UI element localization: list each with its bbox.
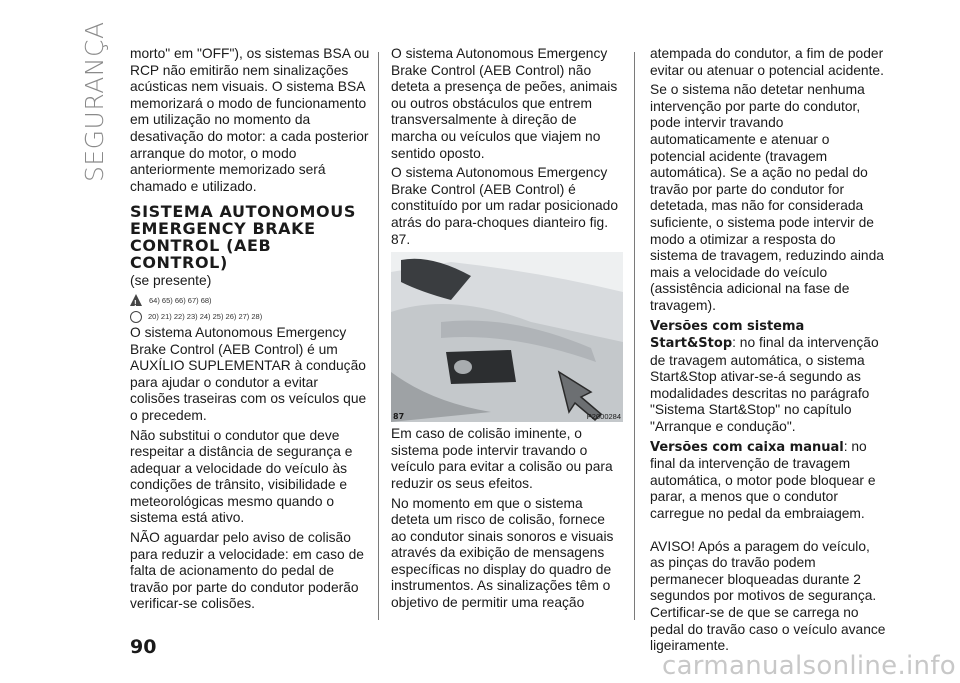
- subheading: (se presente): [130, 273, 212, 289]
- paragraph: atempada do condutor, a fim de poder evitar ou atenuar o potencial acidente.: [650, 46, 884, 78]
- paragraph: O sistema Autonomous Emergency Brake Control (AEB Control) é constituído por um radar posicionado atrás do para-choques dianteiro fig. 87.: [391, 165, 619, 247]
- figure-code: P2000284: [586, 411, 621, 421]
- column-middle: [391, 46, 623, 615]
- paragraph: [650, 439, 886, 523]
- warning-references: [130, 293, 370, 309]
- car-front-illustration: [391, 252, 623, 422]
- caution-icon: [130, 311, 142, 323]
- paragraph: Em caso de colisão iminente, o sistema pode intervir travando o veículo para evitar a colisão ou para reduzir os seus efeitos.: [391, 426, 613, 491]
- figure-number: 87: [393, 411, 405, 421]
- figure-caption: [391, 409, 623, 422]
- column-left: [130, 46, 370, 616]
- bold-label: Versões com caixa manual: [650, 439, 844, 455]
- column-divider: [634, 52, 635, 620]
- paragraph-text: : no final da intervenção de travagem automática, o motor pode bloquear e parar, a menos que o condutor carregue no pedal da embraiagem.: [650, 438, 876, 522]
- column-right: [650, 46, 886, 658]
- section-title: SEGURANÇA: [80, 21, 109, 183]
- column-divider: [378, 52, 379, 620]
- caution-refs: 20) 21) 22) 23) 24) 25) 26) 27) 28): [148, 311, 263, 321]
- paragraph-warning: AVISO! Após a paragem do veículo, as pinças do travão podem permanecer bloqueadas durante 2 segundos por motivos de segurança. Certificar-se de que se carrega no pedal do travão caso o veículo avance ligeiramente.: [650, 538, 886, 654]
- paragraph: No momento em que o sistema deteta um risco de colisão, fornece ao condutor sinais sonoros e visuais através da exibição de mensagens específicas no display do quadro de instrumentos. As sinalizações têm o objetivo de permitir uma reação: [391, 495, 614, 611]
- paragraph: NÃO aguardar pelo aviso de colisão para reduzir a velocidade: em caso de falta de acionamento do pedal de travão por parte do condutor poderão verificar-se colisões.: [130, 530, 364, 612]
- watermark: carmanualsonline.info: [661, 651, 956, 681]
- paragraph: O sistema Autonomous Emergency Brake Control (AEB Control) não deteta a presença de peões, animais ou outros obstáculos que entrem transversalmente à direção de marcha ou veículos que viajem no sentido oposto.: [391, 46, 618, 161]
- bold-label: Versões com sistema Start&Stop: [650, 318, 805, 352]
- paragraph: Não substitui o condutor que deve respeitar a distância de segurança e adequar a velocidade do veículo às condições de trânsito, visibilidade e meteorológicas mesmo quando o sistema está ativo.: [130, 427, 353, 526]
- warning-refs: 64) 65) 66) 67) 68): [149, 295, 212, 305]
- paragraph-text: : no final da intervenção de travagem automática, o sistema Start&Stop ativar-se-á segundo as modalidades descritas no parágrafo "Sistema Start&Stop" no capítulo "Arranque e condução".: [650, 335, 879, 435]
- page-number: 90: [130, 636, 157, 658]
- caution-references: [130, 309, 370, 325]
- paragraph: Se o sistema não detetar nenhuma intervenção por parte do condutor, pode intervir travando automaticamente e atenuar o potencial acidente (travagem automática). Se a ação no pedal do travão por parte do condutor for detetada, mas não for considerada suficiente, o sistema pode intervir de modo a otimizar a resposta do sistema de travagem, reduzindo ainda mais a velocidade do veículo (assistência adicional na fase de travagem).: [650, 82, 884, 313]
- paragraph: O sistema Autonomous Emergency Brake Control (AEB Control) é um AUXÍLIO SUPLEMENTAR à condução para ajudar o condutor a evitar colisões traseiras com os veículos que o precedem.: [130, 324, 367, 423]
- paragraph: morto" em "OFF"), os sistemas BSA ou RCP não emitirão nem sinalizações acústicas nem visuais. O sistema BSA memorizará o modo de funcionamento em utilização no momento da desativação do motor: a cada posterior arranque do motor, o modo anteriormente memorizado será chamado e utilizado.: [130, 46, 370, 194]
- warning-triangle-icon: [130, 294, 143, 307]
- figure-radar-bumper: [391, 252, 623, 422]
- section-heading: SISTEMA AUTONOMOUS EMERGENCY BRAKE CONTROL (AEB CONTROL): [130, 202, 356, 273]
- paragraph: [650, 318, 886, 436]
